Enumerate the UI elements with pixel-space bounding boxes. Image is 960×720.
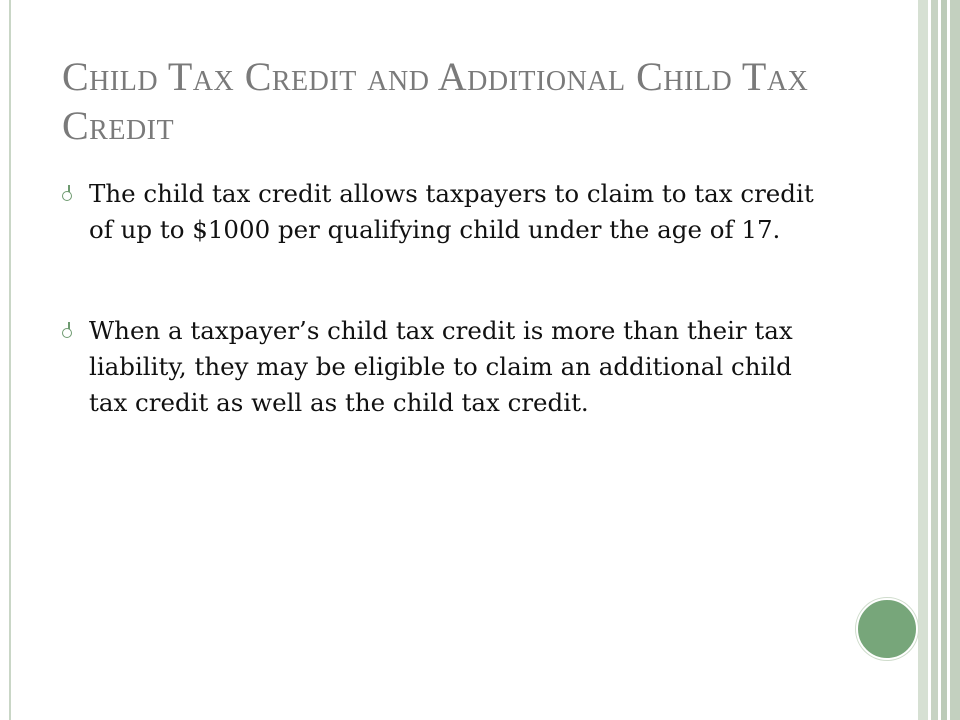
bullet-item [62, 313, 822, 421]
bullet-marker-icon [62, 191, 72, 201]
bullet-list [62, 176, 822, 421]
decorative-circle [856, 598, 918, 660]
bullet-text: The child tax credit allows taxpayers to claim to tax credit of up to $1000 per qualifying child under the age of 17. [89, 179, 814, 244]
right-decorative-stripe [931, 0, 938, 720]
slide-title: Child Tax Credit and Additional Child Tax Credit [62, 54, 809, 148]
right-decorative-stripe [950, 0, 960, 720]
bullet-marker-icon [62, 328, 72, 338]
bullet-item [62, 176, 822, 248]
left-border-line [9, 0, 11, 720]
right-decorative-stripe [918, 0, 928, 720]
bullet-text: When a taxpayer’s child tax credit is more than their tax liability, they may be eligible to claim an additional child tax credit as well as the child tax credit. [89, 316, 793, 417]
